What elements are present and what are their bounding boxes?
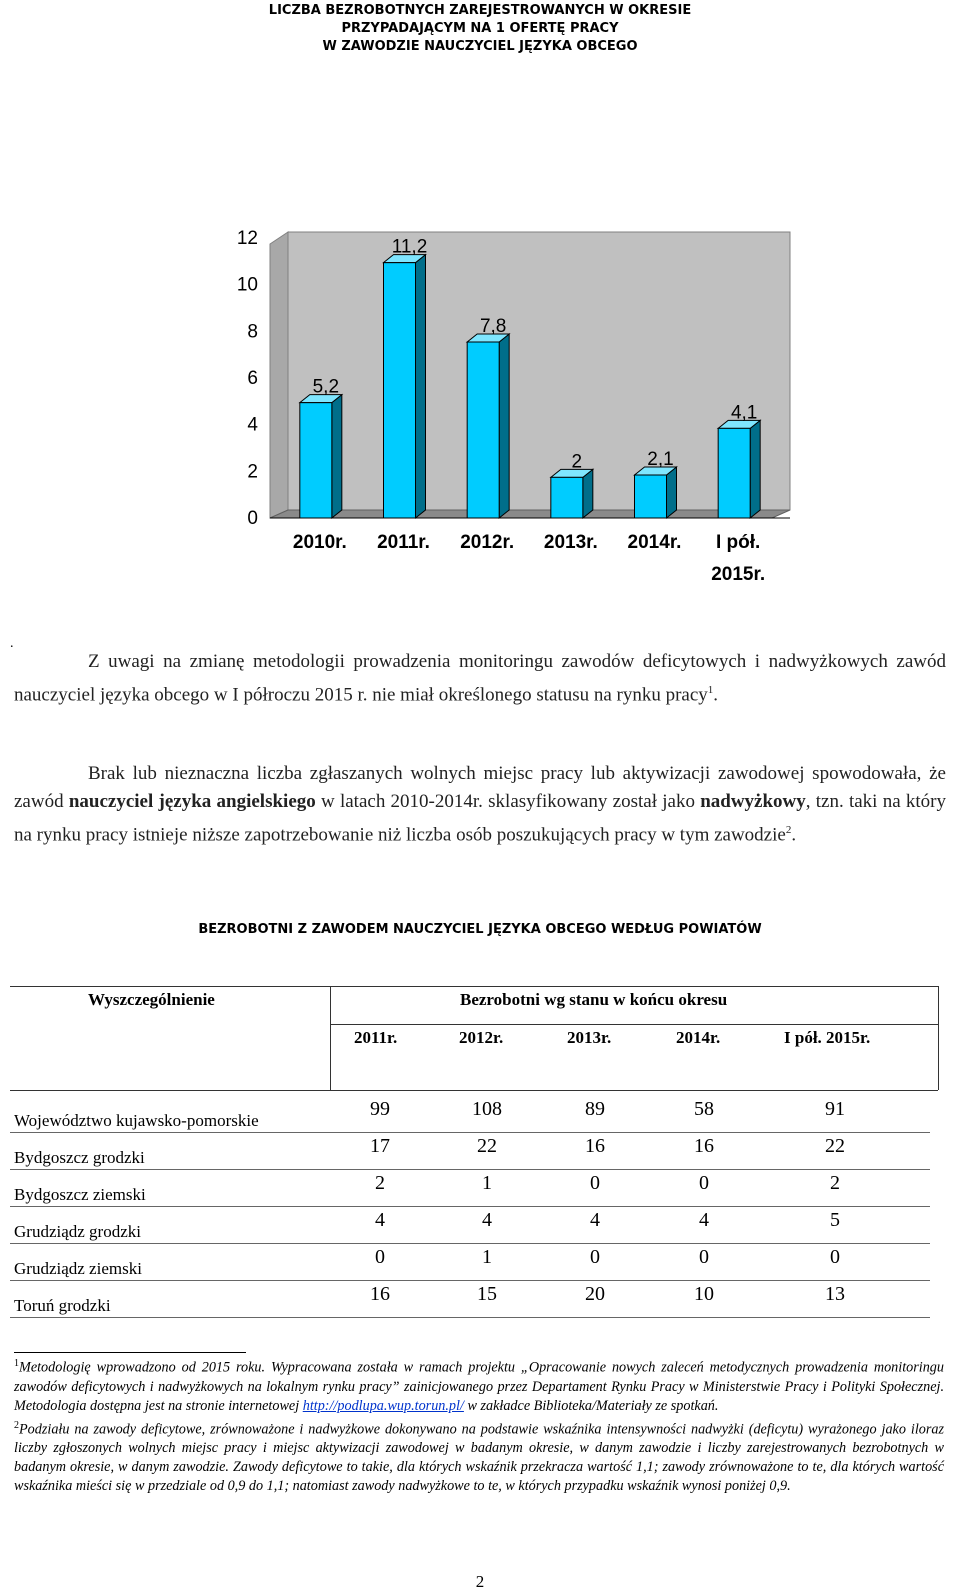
year-header: 2013r. [567,1028,612,1047]
cell-value: 20 [585,1283,605,1305]
cell-value: 13 [825,1283,845,1305]
bar [467,342,499,518]
cell-value: 1 [482,1172,492,1194]
table-row [10,1281,930,1318]
status-word: nadwyżkowy [700,791,806,812]
row-name: Grudziądz ziemski [14,1259,142,1278]
bar-value-label: 7,8 [479,316,507,337]
cell-value: 0 [375,1246,385,1268]
cell-value: 5 [830,1209,840,1231]
y-tick-label: 6 [247,368,258,389]
cell-value: 4 [482,1209,492,1231]
row-name: Bydgoszcz grodzki [14,1148,145,1167]
cell-value: 91 [825,1098,845,1120]
table-title: BEZROBOTNI Z ZAWODEM NAUCZYCIEL JĘZYKA OBCEGO WEDŁUG POWIATÓW [198,922,762,937]
bar-side [499,334,509,518]
x-category-label: 2012r. [460,532,515,553]
footnote-2: $^2$Podziału na zawody deficytowe, zrównoważone i nadwyżkowe dokonywano na podstawie wskaźnika intensywności nadwyżki (deficytu) wyrażonego jako iloraz liczby zgłoszonych wolnych miejsc pracy i miejsc aktywizacji zawodowej w badanym okresie, w danym zawodzie i liczby zarejestrowanych bezrobotnych w badanym okresie, w danym zawodzie. Zawody deficytowe to takie, dla których wskaźnik przekracza wartość 1,1; zawody zrównoważone to te, dla których wartość wskaźnika mieści się w przedziale od 0,9 do 1,1; natomiast zawody nadwyżkowe to te, w których przypadku wskaźnik wynosi poniżej 0,9. [14,1419,944,1495]
bar-value-label: 4,1 [730,402,758,424]
chart-back-wall [288,232,790,510]
cell-value: 10 [694,1283,714,1305]
cell-value: 99 [370,1098,390,1120]
bar-side [332,395,342,518]
chart-title-line-3: W ZAWODZIE NAUCZYCIEL JĘZYKA OBCEGO [322,39,638,54]
footnote-ref-1: 1 [707,684,714,696]
y-tick-label: 2 [247,461,258,483]
table-row [10,1170,930,1207]
cell-value: 89 [585,1098,605,1120]
year-header: I pół. 2015r. [784,1028,871,1047]
footnote-ref-2: 2 [785,824,792,836]
paragraph-status: Brak lub nieznaczna liczba zgłaszanych wolnych miejsc pracy lub aktywizacji zawodowej spowodowała, że zawód nauczyciel języka angielskiego w latach 2010-2014r. sklasyfikowany został jako nadwyżkowy, tzn. taki na który na rynku pracy istnieje niższe zapotrzebowanie niż liczba osób poszukujących pracy w tym zawodzie$^2$. [14,763,946,846]
bar-side [667,467,677,518]
x-category-label: 2011r. [377,532,430,553]
year-header: 2014r. [676,1028,721,1047]
year-header: 2012r. [459,1028,504,1047]
bar [551,477,583,518]
table-row [10,1244,930,1281]
cell-value: 22 [825,1135,845,1157]
row-name: Województwo kujawsko-pomorskie [14,1111,259,1130]
x-category-label: 2013r. [543,532,598,553]
cell-value: 4 [590,1209,600,1231]
cell-value: 0 [699,1172,709,1194]
cell-value: 16 [370,1283,390,1305]
cell-value: 0 [590,1172,600,1194]
bar-value-label: 2,1 [647,449,674,470]
table-row [10,1207,930,1244]
x-category-label: 2015r. [711,564,766,585]
y-tick-label: 8 [247,321,258,343]
chart-title-line-2: PRZYPADAJĄCYM NA 1 OFERTĘ PRACY [341,21,619,36]
bar-value-label: 11,2 [391,236,428,258]
stray-dot: . [10,636,14,651]
cell-value: 0 [590,1246,600,1268]
bar-side [750,420,760,518]
row-name: Grudziądz grodzki [14,1222,141,1241]
cell-value: 4 [699,1209,709,1231]
cell-value: 2 [830,1172,840,1194]
bar-value-label: 2 [571,451,583,473]
row-name: Toruń grodzki [14,1296,111,1315]
y-tick-label: 0 [247,508,258,529]
table-row [10,1096,930,1133]
y-tick-label: 12 [236,228,258,249]
cell-value: 108 [472,1098,502,1120]
page-number: 2 [475,1572,485,1591]
occupation-name: nauczyciel języka angielskiego [68,791,316,812]
chart-floor [270,510,790,518]
cell-value: 0 [830,1246,840,1268]
year-header: 2011r. [354,1028,398,1047]
table-header [10,986,940,1096]
row-name: Bydgoszcz ziemski [14,1185,146,1204]
cell-value: 4 [375,1209,385,1231]
methodology-link[interactable]: http://podlupa.wup.torun.pl/ [302,1397,464,1414]
x-category-label: 2014r. [627,532,682,553]
table-row [10,1133,930,1170]
y-tick-label: 10 [236,274,258,296]
cell-value: 58 [694,1098,714,1120]
cell-value: 0 [699,1246,709,1268]
bar-chart [0,170,960,600]
y-tick-label: 4 [247,414,258,436]
cell-value: 16 [694,1135,714,1157]
chart-title-line-1: LICZBA BEZROBOTNYCH ZAREJESTROWANYCH W OKRESIE [268,3,692,18]
cell-value: 1 [482,1246,492,1268]
bar [718,428,750,518]
x-category-label: 2010r. [292,532,347,553]
paragraph-methodology: Z uwagi na zmianę metodologii prowadzenia monitoringu zawodów deficytowych i nadwyżkowych zawód nauczyciel języka obcego w I półroczu 2015 r. nie miał określonego statusu na rynku pracy$^1$. [14,651,946,706]
cell-value: 22 [477,1135,497,1157]
bar [300,403,332,518]
chart-side-wall [270,232,288,518]
footnote-1: $^1$Metodologię wprowadzono od 2015 roku. Wypracowana została w ramach projektu „Opracowanie nowych zaleceń metodycznych prowadzenia monitoringu zawodów deficytowych i nadwyżkowych na lokalnym rynku pracy” zainicjowanego przez Departament Rynku Pracy w Ministerstwie Pracy i Polityki Społecznej. Metodologia dostępna jest na stronie internetowej http://podlupa.wup.torun.pl/ w zakładce Biblioteka/Materiały ze spotkań. [14,1358,944,1414]
bar [635,475,667,518]
cell-value: 16 [585,1135,605,1157]
bar-value-label: 5,2 [312,376,340,398]
column-label: Wyszczególnienie [88,990,215,1009]
bar [384,263,416,518]
paragraph-methodology-text: Z uwagi na zmianę metodologii prowadzenia monitoringu zawodów deficytowych i nadwyżkowych zawód nauczyciel języka obcego w I półroczu 2015 r. nie miał określonego statusu na rynku pracy [14,651,946,706]
x-category-label: I pół. [716,532,761,553]
cell-value: 2 [375,1172,385,1194]
cell-value: 15 [477,1283,497,1305]
group-label: Bezrobotni wg stanu w końcu okresu [460,990,728,1009]
bar-side [416,255,426,518]
footnote-separator [14,1352,246,1353]
footnotes [14,1354,944,1496]
chart-title [0,2,960,56]
cell-value: 17 [370,1135,390,1157]
